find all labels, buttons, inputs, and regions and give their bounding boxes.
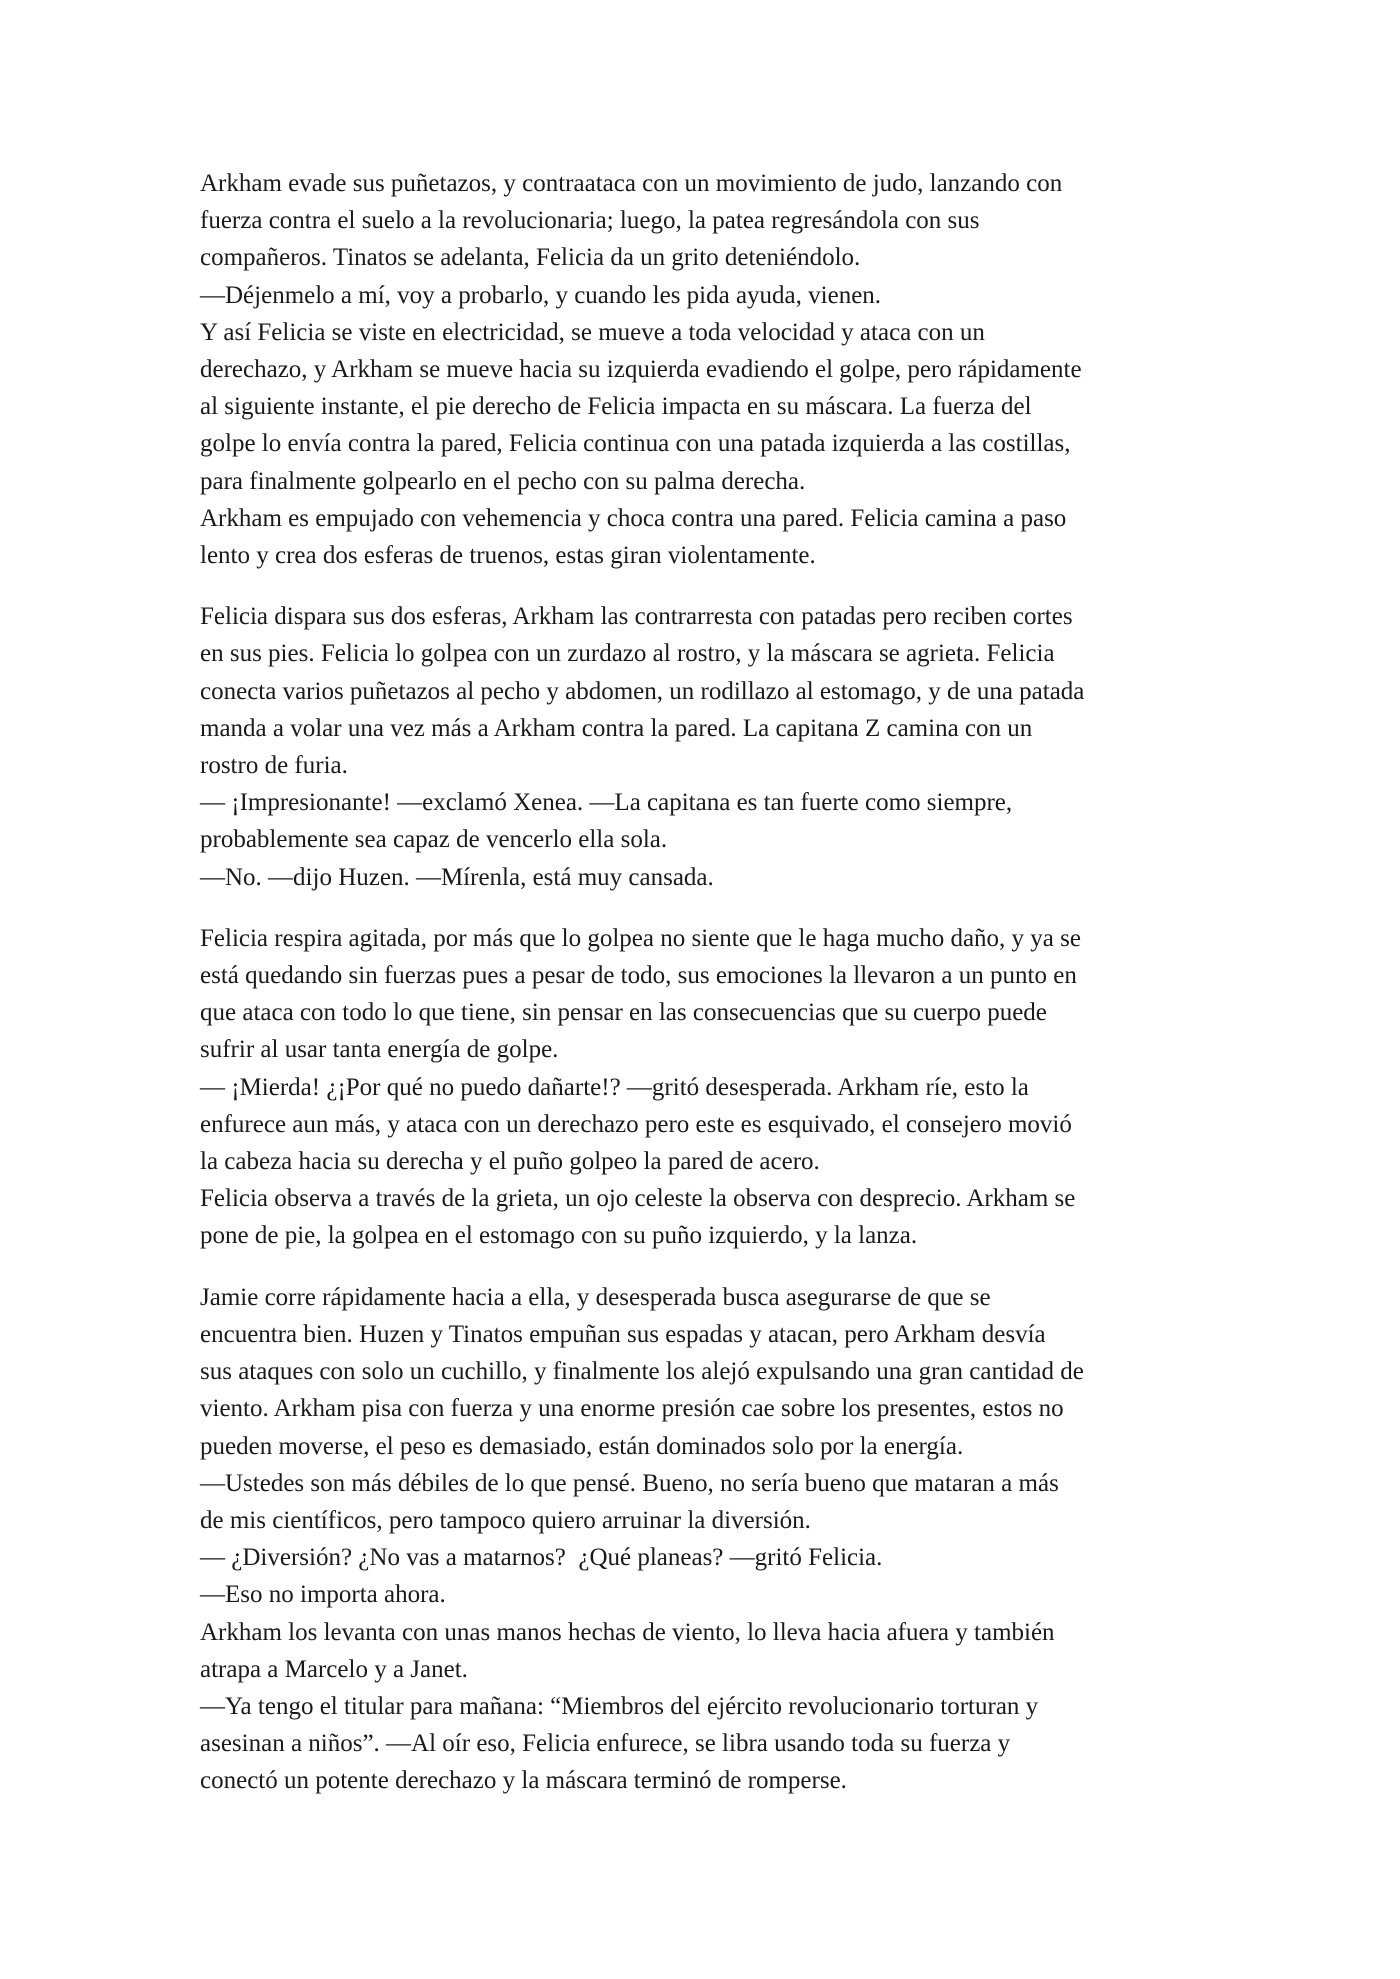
text-line: manda a volar una vez más a Arkham contra la pared. La capitana Z camina con un — [200, 714, 1033, 742]
paragraph-block — [200, 1279, 1220, 1800]
text-line: sus ataques con solo un cuchillo, y finalmente los alejó expulsando una gran cantidad de — [200, 1358, 1084, 1386]
text-line: derechazo, y Arkham se mueve hacia su izquierda evadiendo el golpe, pero rápidamente — [200, 356, 1082, 384]
text-line: viento. Arkham pisa con fuerza y una enorme presión cae sobre los presentes, estos no — [200, 1395, 1064, 1423]
text-line: probablemente sea capaz de vencerlo ella sola. — [200, 826, 668, 854]
text-line: pone de pie, la golpea en el estomago con su puño izquierdo, y la lanza. — [200, 1222, 918, 1250]
text-line: fuerza contra el suelo a la revolucionaria; luego, la patea regresándola con sus — [200, 207, 980, 235]
text-line: rostro de furia. — [200, 752, 348, 780]
text-line: pueden moverse, el peso es demasiado, están dominados solo por la energía. — [200, 1432, 964, 1460]
text-line: en sus pies. Felicia lo golpea con un zurdazo al rostro, y la máscara se agrieta. Felicia — [200, 640, 1055, 668]
text-line: al siguiente instante, el pie derecho de Felicia impacta en su máscara. La fuerza del — [200, 393, 1032, 421]
text-line: —Déjenmelo a mí, voy a probarlo, y cuando les pida ayuda, vienen. — [200, 281, 882, 309]
text-line: — ¡Mierda! ¿¡Por qué no puedo dañarte!? —gritó desesperada. Arkham ríe, esto la — [200, 1073, 1029, 1101]
paragraph-block — [200, 598, 1220, 896]
text-line: Arkham los levanta con unas manos hechas de viento, lo lleva hacia afuera y también — [200, 1618, 1055, 1646]
text-line: lento y crea dos esferas de truenos, estas giran violentamente. — [200, 542, 816, 570]
text-line: la cabeza hacia su derecha y el puño golpeo la pared de acero. — [200, 1148, 820, 1176]
text-line: atrapa a Marcelo y a Janet. — [200, 1655, 468, 1683]
text-line: golpe lo envía contra la pared, Felicia continua con una patada izquierda a las costillas, — [200, 430, 1071, 458]
body-text — [200, 165, 1220, 1800]
text-line: que ataca con todo lo que tiene, sin pensar en las consecuencias que su cuerpo puede — [200, 999, 1047, 1027]
text-line: asesinan a niños”. —Al oír eso, Felicia enfurece, se libra usando toda su fuerza y — [200, 1730, 1011, 1758]
text-line: Jamie corre rápidamente hacia a ella, y desesperada busca asegurarse de que se — [200, 1283, 991, 1311]
text-line: enfurece aun más, y ataca con un derechazo pero este es esquivado, el consejero movió — [200, 1110, 1072, 1138]
paragraph-block — [200, 165, 1220, 574]
text-line: conectó un potente derechazo y la máscara terminó de romperse. — [200, 1767, 847, 1795]
text-line: de mis científicos, pero tampoco quiero arruinar la diversión. — [200, 1506, 811, 1534]
text-line: compañeros. Tinatos se adelanta, Felicia da un grito deteniéndolo. — [200, 244, 861, 272]
text-line: — ¡Impresionante! —exclamó Xenea. —La capitana es tan fuerte como siempre, — [200, 789, 1013, 817]
text-line: Felicia respira agitada, por más que lo golpea no siente que le haga mucho daño, y ya se — [200, 924, 1081, 952]
text-line: Felicia observa a través de la grieta, un ojo celeste la observa con desprecio. Arkham se — [200, 1185, 1076, 1213]
text-line: Arkham es empujado con vehemencia y choca contra una pared. Felicia camina a paso — [200, 504, 1067, 532]
text-line: encuentra bien. Huzen y Tinatos empuñan sus espadas y atacan, pero Arkham desvía — [200, 1320, 1046, 1348]
text-line: —Eso no importa ahora. — [200, 1581, 446, 1609]
text-line: — ¿Diversión? ¿No vas a matarnos? ¿Qué planeas? —gritó Felicia. — [200, 1544, 883, 1572]
text-line: —Ya tengo el titular para mañana: “Miembros del ejército revolucionario torturan y — [200, 1692, 1039, 1720]
text-line: Y así Felicia se viste en electricidad, se mueve a toda velocidad y ataca con un — [200, 318, 985, 346]
text-line: Felicia dispara sus dos esferas, Arkham las contrarresta con patadas pero reciben cortes — [200, 603, 1073, 631]
text-line: —Ustedes son más débiles de lo que pensé. Bueno, no sería bueno que mataran a más — [200, 1469, 1059, 1497]
text-line: Arkham evade sus puñetazos, y contraataca con un movimiento de judo, lanzando con — [200, 170, 1063, 197]
text-line: está quedando sin fuerzas pues a pesar de todo, sus emociones la llevaron a un punto en — [200, 962, 1077, 990]
text-line: conecta varios puñetazos al pecho y abdomen, un rodillazo al estomago, y de una patada — [200, 677, 1085, 705]
text-line: —No. —dijo Huzen. —Mírenla, está muy cansada. — [200, 863, 714, 891]
paragraph-block — [200, 920, 1220, 1255]
text-line: sufrir al usar tanta energía de golpe. — [200, 1036, 559, 1064]
text-line: para finalmente golpearlo en el pecho con su palma derecha. — [200, 467, 806, 495]
